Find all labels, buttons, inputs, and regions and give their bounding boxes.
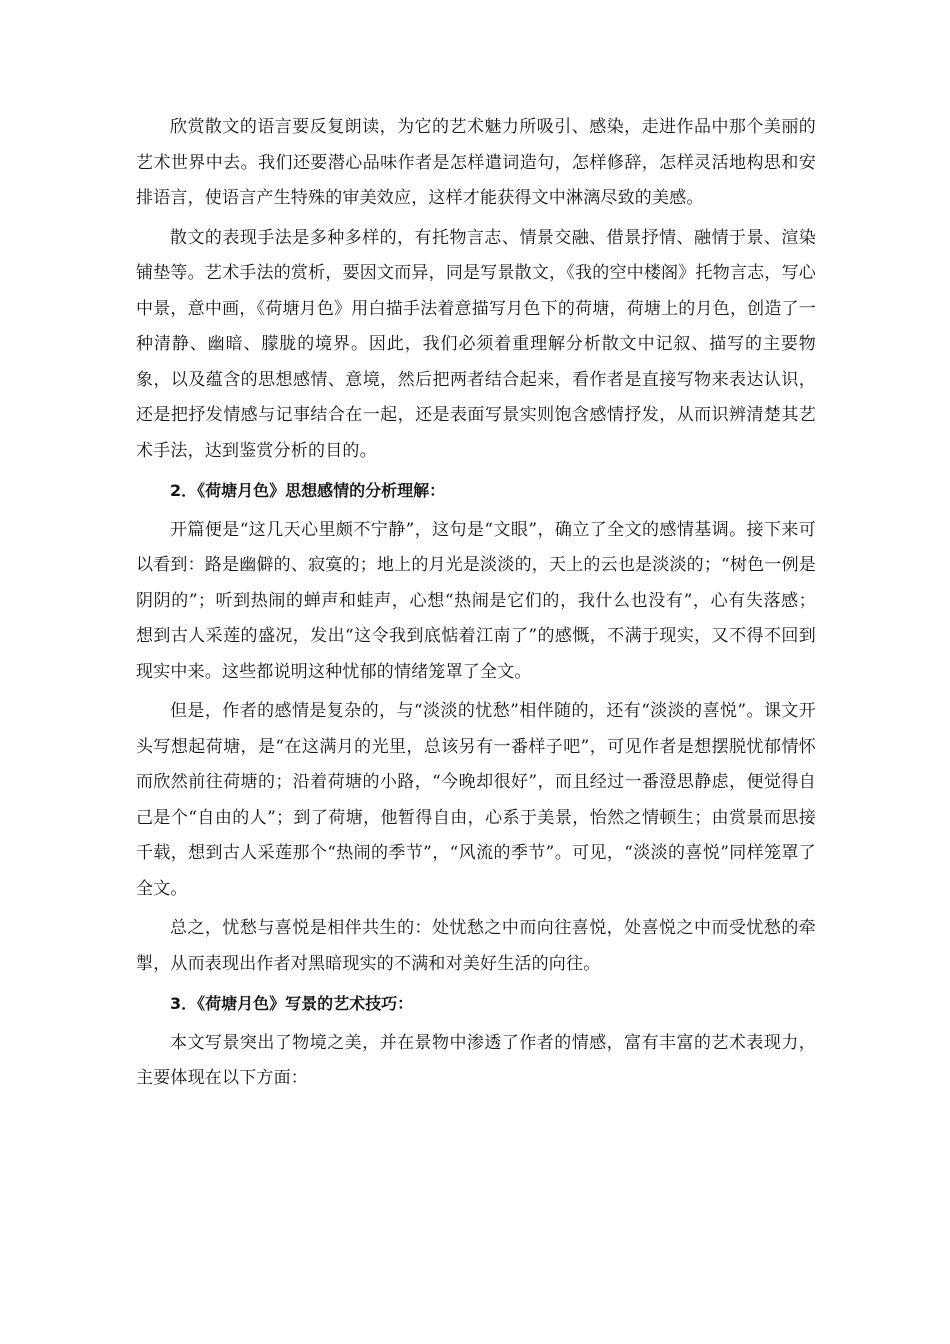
section-heading-2: 2．《荷塘月色》思想感情的分析理解： bbox=[170, 481, 446, 500]
paragraph-scenery-techniques: 本文写景突出了物境之美，并在景物中渗透了作者的情感，富有丰富的艺术表现力，主要体现在以下方面： bbox=[136, 1032, 816, 1088]
document-body bbox=[136, 110, 816, 1101]
section-heading-3: 3．《荷塘月色》写景的艺术技巧： bbox=[170, 994, 414, 1013]
paragraph-language-appreciation: 欣赏散文的语言要反复朗读，为它的艺术魅力所吸引、感染，走进作品中那个美丽的艺术世界中去。我们还要潜心品味作者是怎样遣词造句，怎样修辞，怎样灵活地构思和安排语言，使语言产生特殊的审美效应，这样才能获得文中淋漓尽致的美感。 bbox=[136, 117, 816, 208]
paragraph-complex-emotion: 但是，作者的感情是复杂的，与“淡淡的忧愁”相伴随的，还有“淡淡的喜悦”。课文开头写想起荷塘，是“在这满月的光里，总该另有一番样子吧”，可见作者是想摆脱忧郁情怀而欣然前往荷塘的；沿着荷塘的小路，“今晚却很好”，而且经过一番澄思静虑，便觉得自己是个“自由的人”；到了荷塘，他暂得自由，心系于美景，怡然之情顿生；由赏景而思接千载，想到古人采莲那个“热闹的季节”，“风流的季节”。可见，“淡淡的喜悦”同样笼罩了全文。 bbox=[136, 701, 816, 899]
paragraph-expression-techniques: 散文的表现手法是多种多样的，有托物言志、情景交融、借景抒情、融情于景、渲染铺垫等。艺术手法的赏析，要因文而异，同是写景散文，《我的空中楼阁》托物言志，写心中景，意中画，《荷塘月色》用白描手法着意描写月色下的荷塘，荷塘上的月色，创造了一种清静、幽暗、朦胧的境界。因此，我们必须着重理解分析散文中记叙、描写的主要物象，以及蕴含的思想感情、意境，然后把两者结合起来，看作者是直接写物来表达认识，还是把抒发情感与记事结合在一起，还是表面写景实则饱含感情抒发，从而识辨清楚其艺术手法，达到鉴赏分析的目的。 bbox=[136, 227, 816, 461]
paragraph-conclusion: 总之，忧愁与喜悦是相伴共生的：处忧愁之中而向往喜悦，处喜悦之中而受忧愁的牵掣，从而表现出作者对黑暗现实的不满和对美好生活的向往。 bbox=[136, 918, 816, 974]
paragraph-opening-sentiment: 开篇便是“这几天心里颇不宁静”，这句是“文眼”，确立了全文的感情基调。接下来可以看到：路是幽僻的、寂寞的；地上的月光是淡淡的，天上的云也是淡淡的；“树色一例是阴阴的”；听到热闹的蝉声和蛙声，心想“热闹是它们的，我什么也没有”，心有失落感；想到古人采莲的盛况，发出“这令我到底惦着江南了”的感慨，不满于现实，又不得不回到现实中来。这些都说明这种忧郁的情绪笼罩了全文。 bbox=[136, 519, 816, 682]
